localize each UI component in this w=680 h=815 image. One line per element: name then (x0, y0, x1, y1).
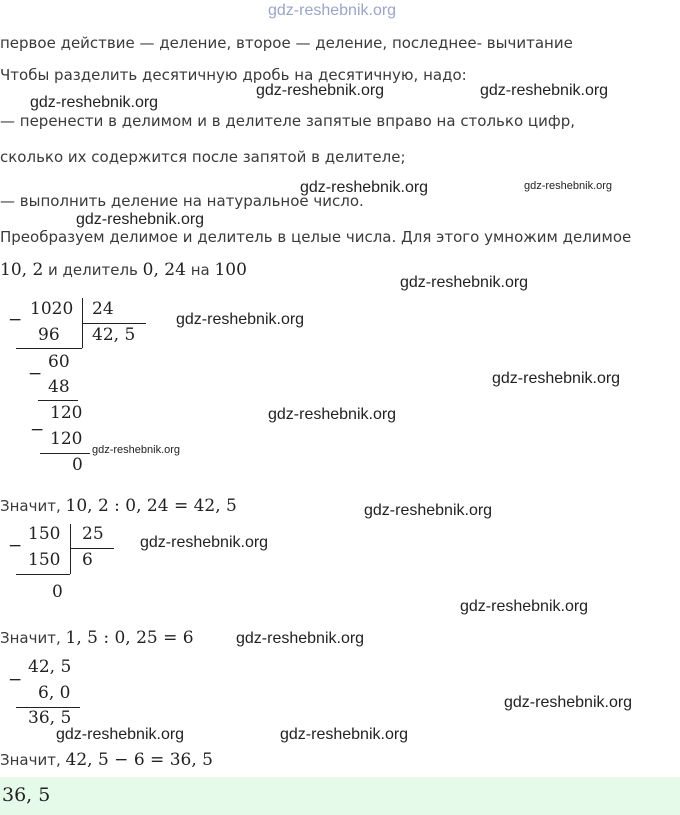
conclusion-prefix: Значит, (0, 497, 66, 515)
text-line-transform: Преобразуем делимое и делитель в целые числа. Для этого умножим делимое (0, 228, 632, 246)
division2-remainder: 0 (52, 582, 63, 602)
division2-divisor: 25 (82, 524, 104, 544)
text-and-divisor: и делитель (43, 261, 143, 279)
watermark[interactable]: gdz-reshebnik.org (56, 726, 185, 743)
subtraction-result: 36, 5 (28, 708, 72, 728)
watermark[interactable]: gdz-reshebnik.org (30, 94, 159, 111)
division1-dividend: 1020 (30, 299, 74, 319)
conclusion-3 (0, 750, 213, 770)
math-dividend: 10, 2 (0, 260, 44, 280)
watermark[interactable]: gdz-reshebnik.org (300, 179, 429, 196)
division2-quotient: 6 (82, 550, 93, 570)
conclusion-expression: 10, 2 : 0, 24 = 42, 5 (65, 496, 237, 516)
conclusion-expression: 1, 5 : 0, 25 = 6 (65, 628, 194, 648)
subtraction-minuend: 42, 5 (28, 657, 72, 677)
watermark[interactable]: gdz-reshebnik.org (480, 82, 609, 99)
text-line-rule-step1-cont: сколько их содержится после запятой в делителе; (0, 148, 406, 166)
division2-rule (16, 574, 70, 575)
division1-step2a: 60 (48, 352, 70, 372)
watermark[interactable]: gdz-reshebnik.org (280, 726, 409, 743)
division1-step3a: 120 (50, 403, 83, 423)
minus-sign: − (30, 420, 45, 440)
division1-rule-1 (16, 348, 82, 349)
watermark[interactable]: gdz-reshebnik.org (504, 694, 633, 711)
conclusion-prefix: Значит, (0, 751, 66, 769)
minus-sign: − (8, 670, 23, 690)
answer-box (0, 777, 680, 815)
watermark[interactable]: gdz-reshebnik.org (140, 534, 269, 551)
math-divisor: 0, 24 (142, 260, 186, 280)
watermark[interactable]: gdz-reshebnik.org (492, 370, 621, 387)
text-line-rule-step2: — выполнить деление на натуральное число. (0, 192, 364, 210)
watermark[interactable]: gdz-reshebnik.org (76, 211, 205, 228)
division1-divisor: 24 (92, 299, 114, 319)
division2-step1: 150 (28, 550, 61, 570)
text-line-rule-intro: Чтобы разделить десятичную дробь на десятичную, надо: (0, 66, 467, 84)
division1-rule-3 (40, 453, 90, 454)
conclusion-prefix: Значит, (0, 629, 66, 647)
text-line-multiply (0, 260, 247, 280)
division1-quotient: 42, 5 (92, 325, 136, 345)
watermark[interactable]: gdz-reshebnik.org (460, 598, 589, 615)
watermark-top[interactable]: gdz-reshebnik.org (268, 2, 397, 19)
minus-sign: − (28, 364, 43, 384)
minus-sign: − (8, 310, 23, 330)
conclusion-1 (0, 496, 237, 516)
division1-step2b: 48 (48, 377, 70, 397)
watermark-small[interactable]: gdz-reshebnik.org (92, 444, 181, 456)
watermark[interactable]: gdz-reshebnik.org (236, 630, 365, 647)
subtraction-subtrahend: 6, 0 (38, 683, 71, 703)
division1-quotient-bar (82, 323, 146, 324)
watermark-small[interactable]: gdz-reshebnik.org (524, 180, 613, 192)
watermark[interactable]: gdz-reshebnik.org (400, 274, 529, 291)
watermark[interactable]: gdz-reshebnik.org (268, 406, 397, 423)
conclusion-expression: 42, 5 − 6 = 36, 5 (65, 750, 213, 770)
math-factor: 100 (214, 260, 247, 280)
division2-dividend: 150 (28, 524, 61, 544)
text-by: на (185, 261, 215, 279)
division2-vertical-bar (70, 524, 71, 574)
answer-value: 36, 5 (2, 784, 51, 806)
watermark[interactable]: gdz-reshebnik.org (256, 82, 385, 99)
watermark[interactable]: gdz-reshebnik.org (176, 311, 305, 328)
division2-quotient-bar (70, 548, 114, 549)
conclusion-2 (0, 628, 194, 648)
text-line-actions: первое действие — деление, второе — деление, последнее- вычитание (0, 34, 573, 52)
division1-step3b: 120 (50, 429, 83, 449)
text-line-rule-step1: — перенести в делимом и в делителе запятые вправо на столько цифр, (0, 112, 575, 130)
division1-rule-2 (38, 400, 78, 401)
watermark[interactable]: gdz-reshebnik.org (364, 502, 493, 519)
division1-remainder: 0 (72, 455, 83, 475)
minus-sign: − (8, 536, 23, 556)
division1-step1: 96 (38, 325, 60, 345)
